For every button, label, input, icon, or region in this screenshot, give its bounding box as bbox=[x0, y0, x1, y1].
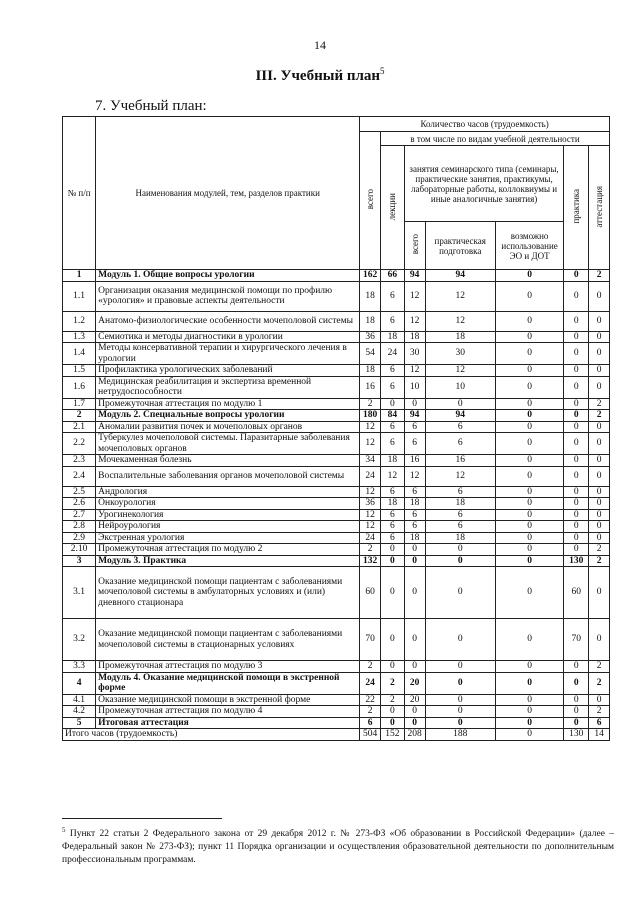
row-number: 2.9 bbox=[63, 532, 96, 544]
row-value: 0 bbox=[564, 343, 589, 365]
row-value: 12 bbox=[425, 466, 495, 486]
row-value: 0 bbox=[564, 376, 589, 398]
row-name: Анатомо-физиологические особенности мочеполовой системы bbox=[96, 311, 360, 331]
row-value: 2 bbox=[589, 706, 610, 718]
row-value: 94 bbox=[425, 410, 495, 422]
row-value: 24 bbox=[360, 466, 381, 486]
row-value: 2 bbox=[380, 694, 404, 706]
row-value: 2 bbox=[380, 672, 404, 694]
row-name: Профилактика урологических заболеваний bbox=[96, 365, 360, 377]
row-value: 18 bbox=[380, 331, 404, 343]
row-number: 2.3 bbox=[63, 455, 96, 467]
row-value: 84 bbox=[380, 410, 404, 422]
row-value: 12 bbox=[404, 311, 425, 331]
row-number: 2.7 bbox=[63, 509, 96, 521]
row-value: 0 bbox=[589, 498, 610, 510]
header-total: всего bbox=[360, 132, 381, 270]
row-number: 2.8 bbox=[63, 521, 96, 533]
row-value: 0 bbox=[425, 398, 495, 410]
row-value: 0 bbox=[495, 343, 563, 365]
row-value: 2 bbox=[589, 661, 610, 673]
row-value: 2 bbox=[589, 555, 610, 567]
row-value: 0 bbox=[564, 281, 589, 311]
row-value: 0 bbox=[404, 661, 425, 673]
row-number: 1.6 bbox=[63, 376, 96, 398]
table-row bbox=[63, 694, 610, 706]
row-value: 70 bbox=[360, 619, 381, 661]
row-value: 0 bbox=[404, 619, 425, 661]
row-value: 0 bbox=[495, 365, 563, 377]
table-row bbox=[63, 410, 610, 422]
row-value: 6 bbox=[380, 421, 404, 433]
row-value: 0 bbox=[495, 619, 563, 661]
total-value: 130 bbox=[564, 729, 589, 741]
row-value: 0 bbox=[564, 717, 589, 729]
row-value: 12 bbox=[404, 466, 425, 486]
row-name: Экстренная урология bbox=[96, 532, 360, 544]
row-value: 0 bbox=[425, 694, 495, 706]
row-number: 1.7 bbox=[63, 398, 96, 410]
table-row bbox=[63, 376, 610, 398]
row-value: 0 bbox=[564, 455, 589, 467]
row-value: 18 bbox=[380, 455, 404, 467]
row-value: 94 bbox=[425, 270, 495, 282]
row-value: 12 bbox=[360, 421, 381, 433]
row-value: 0 bbox=[589, 532, 610, 544]
row-value: 24 bbox=[380, 343, 404, 365]
row-value: 0 bbox=[425, 706, 495, 718]
row-value: 0 bbox=[425, 567, 495, 619]
row-value: 20 bbox=[404, 672, 425, 694]
row-number: 1 bbox=[63, 270, 96, 282]
row-value: 12 bbox=[404, 281, 425, 311]
row-value: 94 bbox=[404, 410, 425, 422]
row-value: 0 bbox=[425, 672, 495, 694]
row-value: 0 bbox=[589, 343, 610, 365]
row-number: 1.1 bbox=[63, 281, 96, 311]
row-value: 0 bbox=[404, 398, 425, 410]
header-attestation: аттестация bbox=[589, 146, 610, 270]
row-value: 0 bbox=[380, 619, 404, 661]
row-value: 6 bbox=[404, 433, 425, 455]
row-value: 18 bbox=[425, 331, 495, 343]
table-row bbox=[63, 619, 610, 661]
row-value: 0 bbox=[495, 281, 563, 311]
row-value: 0 bbox=[564, 398, 589, 410]
row-value: 10 bbox=[425, 376, 495, 398]
row-value: 0 bbox=[589, 331, 610, 343]
row-number: 1.3 bbox=[63, 331, 96, 343]
row-value: 130 bbox=[564, 555, 589, 567]
row-name: Организация оказания медицинской помощи по профилю «урология» и правовые аспекты деятельности bbox=[96, 281, 360, 311]
footnote: $^5$ Пункт 22 статьи 2 Федерального закона от 29 декабря 2012 г. № 273-ФЗ «Об образовании в Российской Федерации» (далее – Федеральный закон № 273-ФЗ); пункт 11 Порядка организации и осуществления образовательной деятельности по дополнительным профессиональным программам. bbox=[62, 826, 614, 866]
total-value: 14 bbox=[589, 729, 610, 741]
table-row bbox=[63, 498, 610, 510]
row-value: 12 bbox=[360, 433, 381, 455]
row-value: 0 bbox=[589, 521, 610, 533]
row-value: 0 bbox=[589, 694, 610, 706]
row-value: 0 bbox=[380, 661, 404, 673]
row-value: 0 bbox=[564, 365, 589, 377]
total-value: 188 bbox=[425, 729, 495, 741]
row-value: 2 bbox=[589, 398, 610, 410]
total-row bbox=[63, 729, 610, 741]
table-row bbox=[63, 398, 610, 410]
row-number: 2.6 bbox=[63, 498, 96, 510]
page-number: 14 bbox=[314, 38, 326, 52]
row-value: 0 bbox=[495, 455, 563, 467]
total-value: 208 bbox=[404, 729, 425, 741]
row-value: 0 bbox=[425, 555, 495, 567]
total-value: 0 bbox=[495, 729, 563, 741]
table-row bbox=[63, 486, 610, 498]
row-value: 0 bbox=[380, 567, 404, 619]
row-value: 0 bbox=[564, 509, 589, 521]
row-name: Промежуточная аттестация по модулю 2 bbox=[96, 544, 360, 556]
header-by-type: в том числе по видам учебной деятельности bbox=[380, 132, 609, 146]
row-value: 70 bbox=[564, 619, 589, 661]
row-name: Медицинская реабилитация и экспертиза временной нетрудоспособности bbox=[96, 376, 360, 398]
row-name: Оказание медицинской помощи пациентам с заболеваниями мочеполовой системы в амбулаторных условиях и (или) дневного стационара bbox=[96, 567, 360, 619]
curriculum-table bbox=[62, 116, 610, 741]
row-value: 6 bbox=[380, 509, 404, 521]
table-row bbox=[63, 281, 610, 311]
table-row bbox=[63, 270, 610, 282]
row-value: 20 bbox=[404, 694, 425, 706]
row-value: 16 bbox=[360, 376, 381, 398]
row-value: 0 bbox=[564, 433, 589, 455]
row-value: 0 bbox=[564, 672, 589, 694]
row-value: 0 bbox=[380, 706, 404, 718]
row-value: 34 bbox=[360, 455, 381, 467]
row-value: 2 bbox=[360, 544, 381, 556]
row-name: Аномалии развития почек и мочеполовых органов bbox=[96, 421, 360, 433]
row-number: 2.10 bbox=[63, 544, 96, 556]
row-value: 66 bbox=[380, 270, 404, 282]
row-name: Промежуточная аттестация по модулю 3 bbox=[96, 661, 360, 673]
table-row bbox=[63, 555, 610, 567]
row-value: 12 bbox=[360, 486, 381, 498]
row-value: 0 bbox=[495, 509, 563, 521]
row-value: 0 bbox=[495, 433, 563, 455]
header-hours-total: Количество часов (трудоемкость) bbox=[360, 117, 610, 132]
row-value: 10 bbox=[404, 376, 425, 398]
row-value: 12 bbox=[425, 365, 495, 377]
row-value: 6 bbox=[380, 532, 404, 544]
row-value: 0 bbox=[564, 311, 589, 331]
table-row bbox=[63, 343, 610, 365]
row-value: 54 bbox=[360, 343, 381, 365]
row-value: 18 bbox=[380, 498, 404, 510]
row-value: 60 bbox=[564, 567, 589, 619]
row-number: 1.5 bbox=[63, 365, 96, 377]
row-value: 0 bbox=[589, 421, 610, 433]
row-value: 0 bbox=[404, 567, 425, 619]
row-value: 0 bbox=[404, 555, 425, 567]
total-value: 152 bbox=[380, 729, 404, 741]
row-value: 0 bbox=[425, 619, 495, 661]
row-value: 12 bbox=[404, 365, 425, 377]
footnote-divider bbox=[62, 818, 222, 819]
table-row bbox=[63, 544, 610, 556]
total-label: Итого часов (трудоемкость) bbox=[63, 729, 360, 741]
row-value: 36 bbox=[360, 498, 381, 510]
row-value: 94 bbox=[404, 270, 425, 282]
row-value: 0 bbox=[589, 509, 610, 521]
row-value: 6 bbox=[404, 421, 425, 433]
row-value: 2 bbox=[360, 398, 381, 410]
row-value: 0 bbox=[495, 410, 563, 422]
row-value: 2 bbox=[589, 410, 610, 422]
row-name: Модуль 3. Практика bbox=[96, 555, 360, 567]
row-name: Модуль 1. Общие вопросы урологии bbox=[96, 270, 360, 282]
table-row bbox=[63, 717, 610, 729]
row-value: 22 bbox=[360, 694, 381, 706]
row-value: 18 bbox=[360, 365, 381, 377]
row-value: 0 bbox=[495, 331, 563, 343]
row-value: 0 bbox=[589, 311, 610, 331]
row-name: Туберкулез мочеполовой системы. Паразитарные заболевания мочеполовых органов bbox=[96, 433, 360, 455]
table-row bbox=[63, 365, 610, 377]
row-value: 0 bbox=[589, 619, 610, 661]
row-value: 18 bbox=[404, 498, 425, 510]
row-number: 4 bbox=[63, 672, 96, 694]
row-name: Модуль 2. Специальные вопросы урологии bbox=[96, 410, 360, 422]
row-number: 5 bbox=[63, 717, 96, 729]
table-row bbox=[63, 567, 610, 619]
table-row bbox=[63, 706, 610, 718]
row-name: Итоговая аттестация bbox=[96, 717, 360, 729]
row-value: 36 bbox=[360, 331, 381, 343]
header-sem-total: всего bbox=[404, 222, 425, 270]
row-value: 0 bbox=[564, 532, 589, 544]
table-row bbox=[63, 311, 610, 331]
row-value: 24 bbox=[360, 532, 381, 544]
row-number: 2 bbox=[63, 410, 96, 422]
row-value: 24 bbox=[360, 672, 381, 694]
row-value: 2 bbox=[360, 661, 381, 673]
header-practical-training: практическая подготовка bbox=[425, 222, 495, 270]
row-value: 0 bbox=[495, 398, 563, 410]
row-value: 30 bbox=[425, 343, 495, 365]
row-value: 0 bbox=[495, 544, 563, 556]
row-value: 0 bbox=[404, 717, 425, 729]
row-value: 18 bbox=[425, 498, 495, 510]
row-value: 0 bbox=[495, 311, 563, 331]
row-name: Андрология bbox=[96, 486, 360, 498]
row-value: 0 bbox=[425, 717, 495, 729]
table-row bbox=[63, 433, 610, 455]
row-value: 0 bbox=[495, 270, 563, 282]
row-value: 0 bbox=[564, 270, 589, 282]
header-name: Наименования модулей, тем, разделов практики bbox=[96, 117, 360, 270]
table-caption: 7. Учебный план: bbox=[95, 98, 207, 114]
header-num: № п/п bbox=[63, 117, 96, 270]
row-value: 0 bbox=[380, 555, 404, 567]
table-row bbox=[63, 509, 610, 521]
row-value: 0 bbox=[495, 661, 563, 673]
row-value: 30 bbox=[404, 343, 425, 365]
row-name: Семиотика и методы диагностики в урологии bbox=[96, 331, 360, 343]
row-value: 0 bbox=[495, 498, 563, 510]
row-name: Промежуточная аттестация по модулю 1 bbox=[96, 398, 360, 410]
row-number: 2.4 bbox=[63, 466, 96, 486]
row-value: 0 bbox=[495, 555, 563, 567]
row-value: 18 bbox=[425, 532, 495, 544]
row-value: 6 bbox=[404, 521, 425, 533]
row-number: 4.2 bbox=[63, 706, 96, 718]
row-value: 0 bbox=[380, 544, 404, 556]
row-name: Мочекаменная болезнь bbox=[96, 455, 360, 467]
row-number: 4.1 bbox=[63, 694, 96, 706]
row-value: 180 bbox=[360, 410, 381, 422]
row-name: Оказание медицинской помощи в экстренной форме bbox=[96, 694, 360, 706]
row-value: 6 bbox=[589, 717, 610, 729]
row-value: 0 bbox=[564, 544, 589, 556]
row-value: 6 bbox=[404, 509, 425, 521]
row-value: 0 bbox=[495, 672, 563, 694]
row-value: 0 bbox=[495, 532, 563, 544]
row-value: 132 bbox=[360, 555, 381, 567]
row-value: 0 bbox=[564, 706, 589, 718]
row-number: 1.2 bbox=[63, 311, 96, 331]
row-value: 12 bbox=[425, 311, 495, 331]
row-value: 18 bbox=[360, 311, 381, 331]
row-number: 1.4 bbox=[63, 343, 96, 365]
table-row bbox=[63, 521, 610, 533]
row-number: 3 bbox=[63, 555, 96, 567]
row-number: 2.2 bbox=[63, 433, 96, 455]
row-value: 0 bbox=[564, 421, 589, 433]
row-value: 0 bbox=[404, 544, 425, 556]
row-value: 16 bbox=[425, 455, 495, 467]
section-title: III. Учебный план$^5$ bbox=[255, 66, 385, 84]
row-number: 2.5 bbox=[63, 486, 96, 498]
row-value: 0 bbox=[564, 466, 589, 486]
row-value: 0 bbox=[589, 365, 610, 377]
row-number: 2.1 bbox=[63, 421, 96, 433]
row-value: 0 bbox=[380, 398, 404, 410]
row-number: 3.3 bbox=[63, 661, 96, 673]
curriculum-body bbox=[63, 270, 610, 741]
row-value: 0 bbox=[589, 455, 610, 467]
row-value: 162 bbox=[360, 270, 381, 282]
row-value: 60 bbox=[360, 567, 381, 619]
table-row bbox=[63, 466, 610, 486]
row-value: 6 bbox=[380, 311, 404, 331]
row-value: 6 bbox=[425, 486, 495, 498]
row-value: 0 bbox=[589, 466, 610, 486]
row-value: 6 bbox=[425, 521, 495, 533]
row-value: 6 bbox=[425, 421, 495, 433]
row-value: 2 bbox=[360, 706, 381, 718]
row-value: 6 bbox=[380, 376, 404, 398]
row-value: 0 bbox=[564, 331, 589, 343]
row-value: 0 bbox=[380, 717, 404, 729]
row-value: 0 bbox=[425, 544, 495, 556]
row-value: 2 bbox=[589, 672, 610, 694]
table-row bbox=[63, 672, 610, 694]
header-lectures: лекции bbox=[380, 146, 404, 270]
table-row bbox=[63, 455, 610, 467]
row-value: 0 bbox=[495, 421, 563, 433]
row-value: 2 bbox=[589, 270, 610, 282]
row-value: 6 bbox=[425, 433, 495, 455]
row-value: 6 bbox=[380, 281, 404, 311]
row-value: 12 bbox=[380, 466, 404, 486]
row-value: 0 bbox=[589, 281, 610, 311]
header-seminar: занятия семинарского типа (семинары, практические занятия, практикумы, лабораторные работы, коллоквиумы и иные аналогичные занятия) bbox=[404, 146, 564, 222]
row-value: 6 bbox=[380, 433, 404, 455]
row-value: 18 bbox=[404, 331, 425, 343]
row-name: Оказание медицинской помощи пациентам с заболеваниями мочеполовой системы в стационарных условиях bbox=[96, 619, 360, 661]
row-value: 12 bbox=[360, 521, 381, 533]
row-value: 0 bbox=[564, 410, 589, 422]
row-value: 0 bbox=[425, 661, 495, 673]
row-number: 3.2 bbox=[63, 619, 96, 661]
row-value: 0 bbox=[564, 521, 589, 533]
row-value: 0 bbox=[495, 567, 563, 619]
header-practice: практика bbox=[564, 146, 589, 270]
header-eo-dot: возможно использование ЭО и ДОТ bbox=[495, 222, 563, 270]
row-name: Модуль 4. Оказание медицинской помощи в экстренной форме bbox=[96, 672, 360, 694]
row-value: 2 bbox=[589, 544, 610, 556]
row-value: 0 bbox=[589, 376, 610, 398]
row-value: 0 bbox=[495, 694, 563, 706]
table-row bbox=[63, 331, 610, 343]
row-value: 0 bbox=[564, 694, 589, 706]
row-value: 0 bbox=[495, 486, 563, 498]
row-value: 16 bbox=[404, 455, 425, 467]
row-value: 0 bbox=[589, 567, 610, 619]
row-value: 6 bbox=[380, 365, 404, 377]
table-row bbox=[63, 532, 610, 544]
row-name: Нейроурология bbox=[96, 521, 360, 533]
table-row bbox=[63, 661, 610, 673]
row-value: 6 bbox=[380, 486, 404, 498]
row-name: Промежуточная аттестация по модулю 4 bbox=[96, 706, 360, 718]
row-name: Онкоурология bbox=[96, 498, 360, 510]
row-value: 0 bbox=[589, 486, 610, 498]
row-number: 3.1 bbox=[63, 567, 96, 619]
row-value: 0 bbox=[564, 661, 589, 673]
row-value: 0 bbox=[495, 376, 563, 398]
row-value: 12 bbox=[360, 509, 381, 521]
row-value: 0 bbox=[495, 466, 563, 486]
row-value: 6 bbox=[404, 486, 425, 498]
row-value: 18 bbox=[404, 532, 425, 544]
row-name: Урогинекология bbox=[96, 509, 360, 521]
row-value: 18 bbox=[360, 281, 381, 311]
row-value: 0 bbox=[495, 521, 563, 533]
row-value: 0 bbox=[495, 706, 563, 718]
row-value: 0 bbox=[564, 486, 589, 498]
row-value: 6 bbox=[425, 509, 495, 521]
table-row bbox=[63, 421, 610, 433]
row-value: 6 bbox=[360, 717, 381, 729]
row-name: Методы консервативной терапии и хирургического лечения в урологии bbox=[96, 343, 360, 365]
total-value: 504 bbox=[360, 729, 381, 741]
row-value: 0 bbox=[495, 717, 563, 729]
row-name: Воспалительные заболевания органов мочеполовой системы bbox=[96, 466, 360, 486]
row-value: 6 bbox=[380, 521, 404, 533]
row-value: 12 bbox=[425, 281, 495, 311]
row-value: 0 bbox=[589, 433, 610, 455]
row-value: 0 bbox=[404, 706, 425, 718]
row-value: 0 bbox=[564, 498, 589, 510]
